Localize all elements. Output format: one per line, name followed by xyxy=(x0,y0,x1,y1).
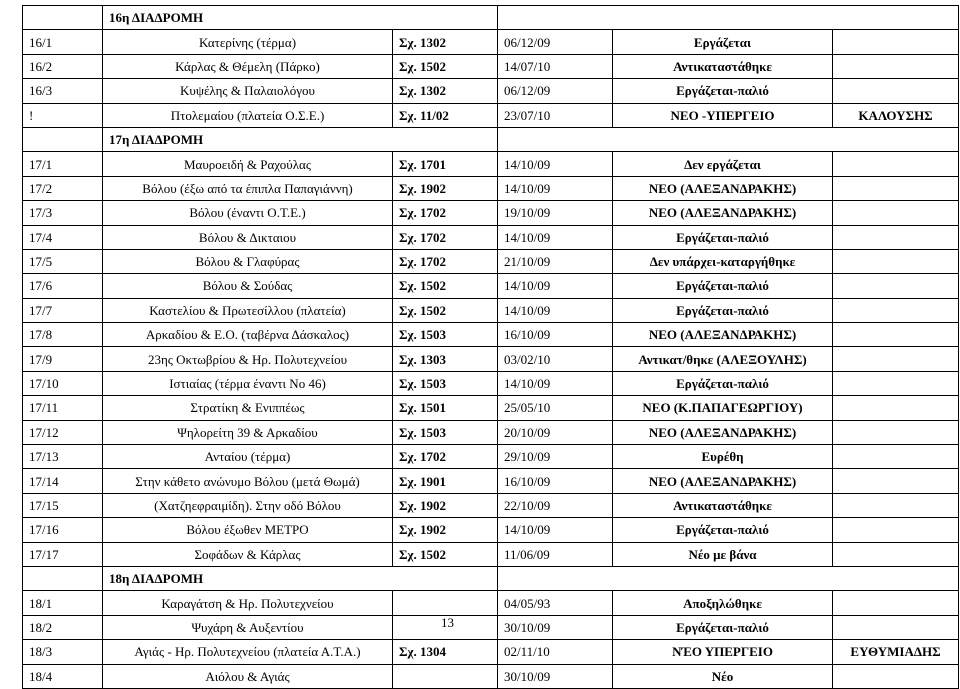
cell-status: Αντικαταστάθηκε xyxy=(613,54,833,78)
cell-type: Σχ. 1701 xyxy=(393,152,498,176)
section-header-spacer xyxy=(498,6,959,30)
cell-location: Σοφάδων & Κάρλας xyxy=(103,542,393,566)
cell-status: Εργάζεται-παλιό xyxy=(613,371,833,395)
cell-date: 14/10/09 xyxy=(498,518,613,542)
cell-status: Δεν εργάζεται xyxy=(613,152,833,176)
cell-code: 17/12 xyxy=(23,420,103,444)
cell-type: Σχ. 1702 xyxy=(393,201,498,225)
cell-code: 17/3 xyxy=(23,201,103,225)
cell-note xyxy=(833,152,959,176)
table-row xyxy=(23,420,959,444)
table-row xyxy=(23,30,959,54)
cell-location: Αιόλου & Αγιάς xyxy=(103,664,393,688)
table-row xyxy=(23,298,959,322)
table-row xyxy=(23,347,959,371)
table-row xyxy=(23,640,959,664)
cell-date: 11/06/09 xyxy=(498,542,613,566)
cell-type: Σχ. 1702 xyxy=(393,249,498,273)
cell-note xyxy=(833,249,959,273)
cell-status: ΝΕΟ (ΑΛΕΞΑΝΔΡΑΚΗΣ) xyxy=(613,323,833,347)
table-row xyxy=(23,79,959,103)
cell-code: 17/14 xyxy=(23,469,103,493)
cell-date: 02/11/10 xyxy=(498,640,613,664)
table-row xyxy=(23,103,959,127)
cell-code: 18/2 xyxy=(23,615,103,639)
cell-note xyxy=(833,225,959,249)
cell-location: Στην κάθετο ανώνυμο Βόλου (μετά Θωμά) xyxy=(103,469,393,493)
cell-status: ΝΕΟ (ΑΛΕΞΑΝΔΡΑΚΗΣ) xyxy=(613,201,833,225)
section-header-row xyxy=(23,127,959,151)
cell-date: 14/10/09 xyxy=(498,298,613,322)
cell-note xyxy=(833,30,959,54)
cell-type: Σχ. 1502 xyxy=(393,274,498,298)
cell-location: Μαυροειδή & Ραχούλας xyxy=(103,152,393,176)
cell-code: 17/16 xyxy=(23,518,103,542)
cell-status: Νέο με βάνα xyxy=(613,542,833,566)
cell-status: ΝΕΟ (ΑΛΕΞΑΝΔΡΑΚΗΣ) xyxy=(613,420,833,444)
cell-type: Σχ. 1503 xyxy=(393,323,498,347)
cell-note xyxy=(833,445,959,469)
cell-date: 30/10/09 xyxy=(498,615,613,639)
cell-type: Σχ. 1702 xyxy=(393,225,498,249)
section-header-spacer xyxy=(23,6,103,30)
section-title: 17η ΔΙΑΔΡΟΜΗ xyxy=(103,127,498,151)
table-row xyxy=(23,664,959,688)
cell-note xyxy=(833,420,959,444)
cell-note xyxy=(833,79,959,103)
table-row xyxy=(23,469,959,493)
cell-status: Εργάζεται-παλιό xyxy=(613,225,833,249)
cell-date: 14/10/09 xyxy=(498,176,613,200)
cell-code: 16/2 xyxy=(23,54,103,78)
cell-location: Αρκαδίου & Ε.Ο. (ταβέρνα Δάσκαλος) xyxy=(103,323,393,347)
cell-code: 17/5 xyxy=(23,249,103,273)
cell-location: Καραγάτση & Ηρ. Πολυτεχνείου xyxy=(103,591,393,615)
cell-status: ΝΕΟ (ΑΛΕΞΑΝΔΡΑΚΗΣ) xyxy=(613,469,833,493)
cell-date: 22/10/09 xyxy=(498,493,613,517)
cell-type xyxy=(393,664,498,688)
cell-location: Βόλου & Δικταιου xyxy=(103,225,393,249)
cell-type xyxy=(393,591,498,615)
cell-type: Σχ. 11/02 xyxy=(393,103,498,127)
cell-code: 17/13 xyxy=(23,445,103,469)
table-row xyxy=(23,591,959,615)
cell-code: 17/2 xyxy=(23,176,103,200)
cell-status: ΝΕΟ -ΥΠΕΡΓΕΙΟ xyxy=(613,103,833,127)
cell-status: Εργάζεται-παλιό xyxy=(613,274,833,298)
cell-type: Σχ. 1304 xyxy=(393,640,498,664)
section-header-row xyxy=(23,6,959,30)
cell-code: 17/15 xyxy=(23,493,103,517)
cell-status: Αντικαταστάθηκε xyxy=(613,493,833,517)
page-number: 13 xyxy=(441,615,454,630)
cell-note xyxy=(833,176,959,200)
cell-location: Ανταίου (τέρμα) xyxy=(103,445,393,469)
cell-location: 23ης Οκτωβρίου & Ηρ. Πολυτεχνείου xyxy=(103,347,393,371)
cell-location: Κατερίνης (τέρμα) xyxy=(103,30,393,54)
cell-note xyxy=(833,298,959,322)
table-row xyxy=(23,152,959,176)
cell-note xyxy=(833,542,959,566)
cell-note xyxy=(833,347,959,371)
cell-location: Στρατίκη & Ενιππέως xyxy=(103,396,393,420)
cell-date: 29/10/09 xyxy=(498,445,613,469)
cell-code: 18/4 xyxy=(23,664,103,688)
cell-date: 25/05/10 xyxy=(498,396,613,420)
table-row xyxy=(23,615,959,639)
cell-location: Κάρλας & Θέμελη (Πάρκο) xyxy=(103,54,393,78)
cell-location: Ψυχάρη & Αυξεντίου xyxy=(103,615,393,639)
section-header-spacer xyxy=(23,127,103,151)
cell-location: Ψηλορείτη 39 & Αρκαδίου xyxy=(103,420,393,444)
section-header-spacer xyxy=(23,566,103,590)
table-row xyxy=(23,176,959,200)
cell-date: 21/10/09 xyxy=(498,249,613,273)
cell-note xyxy=(833,54,959,78)
cell-status: Αποξηλώθηκε xyxy=(613,591,833,615)
cell-status: Εργάζεται-παλιό xyxy=(613,79,833,103)
cell-date: 04/05/93 xyxy=(498,591,613,615)
table-row xyxy=(23,249,959,273)
cell-status: ΝΕΟ (Κ.ΠΑΠΑΓΕΩΡΓΙΟΥ) xyxy=(613,396,833,420)
cell-type: Σχ. 1702 xyxy=(393,445,498,469)
cell-type: Σχ. 1502 xyxy=(393,298,498,322)
cell-status: Εργάζεται-παλιό xyxy=(613,298,833,322)
cell-date: 14/10/09 xyxy=(498,274,613,298)
cell-date: 14/07/10 xyxy=(498,54,613,78)
table-row xyxy=(23,445,959,469)
cell-type: Σχ. 1503 xyxy=(393,371,498,395)
cell-type: Σχ. 1502 xyxy=(393,542,498,566)
cell-code: 17/9 xyxy=(23,347,103,371)
cell-note xyxy=(833,274,959,298)
cell-location: Ιστιαίας (τέρμα έναντι Νο 46) xyxy=(103,371,393,395)
cell-note xyxy=(833,518,959,542)
cell-date: 03/02/10 xyxy=(498,347,613,371)
cell-date: 30/10/09 xyxy=(498,664,613,688)
cell-note xyxy=(833,493,959,517)
table-row xyxy=(23,274,959,298)
cell-code: 17/17 xyxy=(23,542,103,566)
cell-note xyxy=(833,371,959,395)
cell-note: ΕΥΘΥΜΙΑΔΗΣ xyxy=(833,640,959,664)
cell-status: Εργάζεται-παλιό xyxy=(613,615,833,639)
cell-status: Εργάζεται-παλιό xyxy=(613,518,833,542)
cell-status: Νέο xyxy=(613,664,833,688)
cell-location: Βόλου (έξω από τα έπιπλα Παπαγιάννη) xyxy=(103,176,393,200)
cell-status: Ευρέθη xyxy=(613,445,833,469)
cell-type: Σχ. 1502 xyxy=(393,54,498,78)
cell-location: Αγιάς - Ηρ. Πολυτεχνείου (πλατεία Α.Τ.Α.) xyxy=(103,640,393,664)
cell-date: 14/10/09 xyxy=(498,371,613,395)
cell-location: Κυψέλης & Παλαιολόγου xyxy=(103,79,393,103)
section-header-spacer xyxy=(498,566,959,590)
section-header-spacer xyxy=(498,127,959,151)
cell-date: 06/12/09 xyxy=(498,30,613,54)
cell-status: ΝΕΟ (ΑΛΕΞΑΝΔΡΑΚΗΣ) xyxy=(613,176,833,200)
hydrant-table xyxy=(22,5,959,689)
cell-location: Πτολεμαίου (πλατεία Ο.Σ.Ε.) xyxy=(103,103,393,127)
cell-code: 17/1 xyxy=(23,152,103,176)
cell-code: 17/7 xyxy=(23,298,103,322)
cell-code: ! xyxy=(23,103,103,127)
table-row xyxy=(23,518,959,542)
cell-status: ΝΈΟ ΥΠΕΡΓΕΙΟ xyxy=(613,640,833,664)
table-row xyxy=(23,201,959,225)
table-row xyxy=(23,54,959,78)
cell-type: Σχ. 1901 xyxy=(393,469,498,493)
cell-type: Σχ. 1503 xyxy=(393,420,498,444)
cell-code: 17/4 xyxy=(23,225,103,249)
cell-date: 23/07/10 xyxy=(498,103,613,127)
cell-code: 18/1 xyxy=(23,591,103,615)
cell-note xyxy=(833,664,959,688)
cell-code: 17/6 xyxy=(23,274,103,298)
cell-location: Βόλου έξωθεν ΜΕΤΡΟ xyxy=(103,518,393,542)
cell-location: (Χατζηεφραιμίδη). Στην οδό Βόλου xyxy=(103,493,393,517)
table-row xyxy=(23,396,959,420)
cell-code: 17/10 xyxy=(23,371,103,395)
cell-date: 16/10/09 xyxy=(498,323,613,347)
cell-note xyxy=(833,469,959,493)
cell-type: Σχ. 1302 xyxy=(393,79,498,103)
table-row xyxy=(23,225,959,249)
cell-type: Σχ. 1902 xyxy=(393,518,498,542)
cell-date: 16/10/09 xyxy=(498,469,613,493)
section-header-row xyxy=(23,566,959,590)
table-row xyxy=(23,323,959,347)
cell-type: Σχ. 1902 xyxy=(393,493,498,517)
cell-location: Βόλου & Σούδας xyxy=(103,274,393,298)
cell-code: 17/8 xyxy=(23,323,103,347)
cell-note xyxy=(833,201,959,225)
cell-location: Βόλου (έναντι Ο.Τ.Ε.) xyxy=(103,201,393,225)
cell-status: Εργάζεται xyxy=(613,30,833,54)
cell-date: 20/10/09 xyxy=(498,420,613,444)
cell-date: 06/12/09 xyxy=(498,79,613,103)
table-row xyxy=(23,542,959,566)
cell-type: Σχ. 1302 xyxy=(393,30,498,54)
cell-type: Σχ. 1303 xyxy=(393,347,498,371)
table-row xyxy=(23,493,959,517)
cell-location: Καστελίου & Πρωτεσίλλου (πλατεία) xyxy=(103,298,393,322)
cell-type: Σχ. 1501 xyxy=(393,396,498,420)
cell-note xyxy=(833,615,959,639)
cell-note xyxy=(833,323,959,347)
cell-date: 14/10/09 xyxy=(498,152,613,176)
cell-note xyxy=(833,591,959,615)
section-title: 18η ΔΙΑΔΡΟΜΗ xyxy=(103,566,498,590)
section-title: 16η ΔΙΑΔΡΟΜΗ xyxy=(103,6,498,30)
cell-code: 16/1 xyxy=(23,30,103,54)
cell-code: 16/3 xyxy=(23,79,103,103)
cell-code: 17/11 xyxy=(23,396,103,420)
cell-code: 18/3 xyxy=(23,640,103,664)
table-body xyxy=(23,6,959,689)
cell-status: Δεν υπάρχει-καταργήθηκε xyxy=(613,249,833,273)
table-row xyxy=(23,371,959,395)
cell-note: ΚΑΛΟΥΣΗΣ xyxy=(833,103,959,127)
cell-date: 14/10/09 xyxy=(498,225,613,249)
cell-date: 19/10/09 xyxy=(498,201,613,225)
cell-location: Βόλου & Γλαφύρας xyxy=(103,249,393,273)
cell-note xyxy=(833,396,959,420)
cell-type: Σχ. 1902 xyxy=(393,176,498,200)
cell-status: Αντικατ/θηκε (ΑΛΕΞΟΥΛΗΣ) xyxy=(613,347,833,371)
